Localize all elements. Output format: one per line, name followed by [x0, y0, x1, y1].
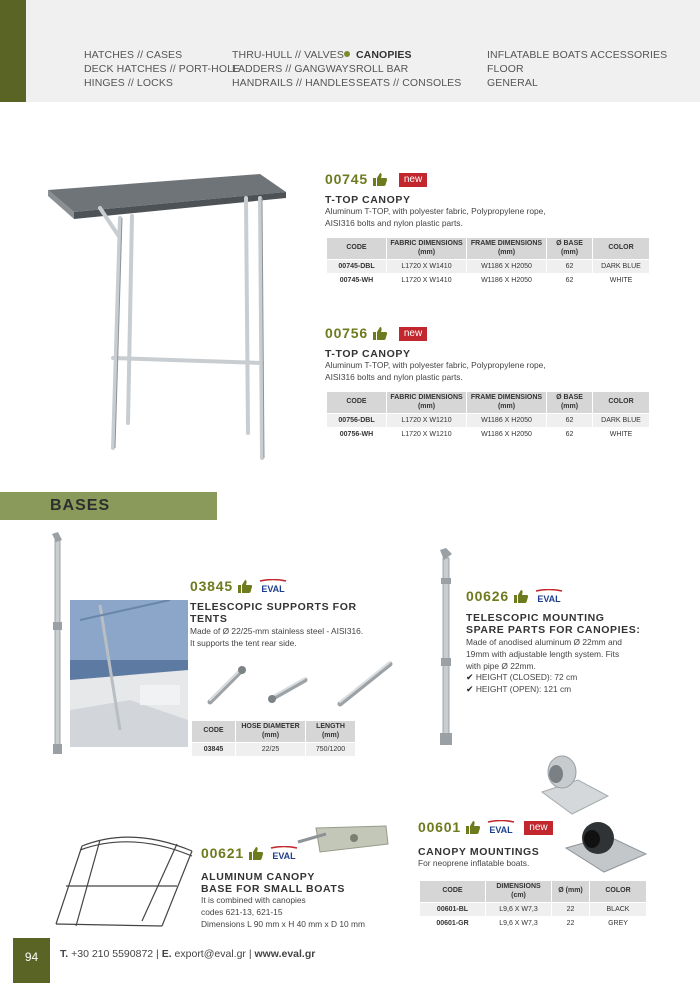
bullet-item: ✔ HEIGHT (CLOSED): 72 cm	[466, 672, 578, 683]
product-title: T-TOP CANOPY	[325, 194, 411, 206]
thumbs-up-icon	[513, 589, 529, 604]
svg-text:EVAL: EVAL	[537, 594, 561, 605]
new-badge: new	[399, 327, 427, 341]
svg-text:EVAL: EVAL	[489, 825, 513, 836]
canopy-base-image	[296, 822, 392, 862]
page-number: 94	[24, 950, 39, 964]
product-code: 00626	[466, 588, 509, 604]
thumbs-up-icon	[237, 579, 253, 594]
product-header-00601	[418, 819, 553, 837]
header-accent-bar	[0, 0, 26, 102]
product-code: 03845	[190, 578, 233, 594]
product-header-00626	[466, 588, 564, 606]
table-row: 00601-BL L9,6 X W7,3 22 BLACK	[420, 903, 647, 917]
telescopic-parts-image	[190, 652, 400, 712]
eval-logo	[258, 579, 288, 594]
t-top-canopy-image	[40, 168, 290, 473]
nav-column-4	[487, 48, 667, 91]
telescopic-pole-image	[48, 532, 68, 757]
boat-tent-photo	[70, 600, 188, 747]
product-title: ALUMINUM CANOPY BASE FOR SMALL BOATS	[201, 871, 346, 895]
product-description: For neoprene inflatable boats.	[418, 858, 530, 868]
phone: +30 210 5590872	[71, 948, 154, 960]
eval-logo	[486, 820, 516, 835]
product-description: Made of Ø 22/25-mm stainless steel - AISI316. It supports the tent rear side.	[190, 626, 364, 648]
nav-item[interactable]: LADDERS // GANGWAYS	[232, 63, 356, 76]
svg-text:EVAL: EVAL	[261, 584, 285, 595]
product-header-00756	[325, 325, 427, 343]
product-code: 00621	[201, 845, 244, 861]
product-header-00621	[201, 845, 299, 863]
spec-table-00756: CODE FABRIC DIMENSIONS (mm) FRAME DIMENSIONS (mm) Ø BASE (mm) COLOR 00756-DBL L1720 X W1210 W1186 X H2050 62 DARK BLUE 00756-WH L1720 X W1210 W1186 X H2050 62 WHITE	[326, 391, 650, 442]
check-icon: ✔	[466, 672, 474, 683]
table-row: 00756-DBL L1720 X W1210 W1186 X H2050 62 DARK BLUE	[327, 414, 650, 428]
check-icon: ✔	[466, 684, 474, 695]
nav-column-1	[84, 48, 240, 91]
table-row: 00601-GR L9,6 X W7,3 22 GREY	[420, 917, 647, 931]
website-link[interactable]: www.eval.gr	[254, 948, 316, 960]
canopy-mount-grey-image	[538, 752, 610, 818]
bullet-item: ✔ HEIGHT (OPEN): 121 cm	[466, 684, 572, 695]
telescopic-mount-image	[434, 548, 458, 750]
product-description: Aluminum T-TOP, with polyester fabric, Polypropylene rope, AISI316 bolts and nylon plastic parts.	[325, 206, 546, 228]
nav-item[interactable]: INFLATABLE BOATS ACCESSORIES	[487, 49, 668, 61]
product-code: 00756	[325, 325, 368, 341]
product-title: T-TOP CANOPY	[325, 348, 411, 360]
thumbs-up-icon	[248, 846, 264, 861]
product-description: Made of anodised aluminum Ø 22mm and 19mm with adjustable length system. Fits with pipe Ø 22mm. ✔ HEIGHT (CLOSED): 72 cm ✔ HEIGHT (OPEN): 121 cm	[466, 637, 652, 696]
nav-item[interactable]: GENERAL	[487, 77, 538, 90]
email-link[interactable]: export@eval.gr	[174, 948, 246, 960]
thumbs-up-icon	[465, 820, 481, 835]
nav-item[interactable]: THRU-HULL // VALVES	[232, 49, 344, 61]
active-dot-icon	[344, 51, 350, 57]
product-description: It is combined with canopies codes 621-13, 621-15 Dimensions L 90 mm x H 40 mm x D 10 mm	[201, 895, 365, 929]
spec-table-00745: CODE FABRIC DIMENSIONS (mm) FRAME DIMENSIONS (mm) Ø BASE (mm) COLOR 00745-DBL L1720 X W1410 W1186 X H2050 62 DARK BLUE 00745-WH L1720 X W1410 W1186 X H2050 62 WHITE	[326, 237, 650, 288]
canopy-frame-drawing	[42, 826, 202, 931]
product-header-00745	[325, 171, 427, 189]
nav-column-3	[344, 48, 461, 91]
table-row: 03845 22/25 750/1200	[192, 743, 356, 757]
nav-item-active[interactable]: CANOPIES	[344, 48, 461, 62]
band-stripe	[212, 492, 215, 520]
table-row: 00756-WH L1720 X W1210 W1186 X H2050 62 WHITE	[327, 428, 650, 442]
section-title: BASES	[50, 497, 111, 514]
band-stripe	[206, 492, 209, 520]
spec-table-00601: CODE DIMENSIONS (cm) Ø (mm) COLOR 00601-BL L9,6 X W7,3 22 BLACK 00601-GR L9,6 X W7,3 22 GREY	[419, 880, 647, 931]
nav-item[interactable]: ROLL BAR	[356, 63, 409, 76]
thumbs-up-icon	[372, 172, 388, 187]
thumbs-up-icon	[372, 326, 388, 341]
nav-item[interactable]: HANDRAILS // HANDLES	[232, 77, 356, 90]
nav-column-2	[232, 48, 356, 91]
product-code: 00601	[418, 819, 461, 835]
product-title: TELESCOPIC SUPPORTS FOR TENTS	[190, 601, 357, 625]
product-description: Aluminum T-TOP, with polyester fabric, Polypropylene rope, AISI316 bolts and nylon plastic parts.	[325, 360, 546, 382]
nav-item[interactable]: SEATS // CONSOLES	[356, 77, 462, 90]
nav-item[interactable]: HINGES // LOCKS	[84, 77, 174, 90]
band-stripe	[200, 492, 203, 520]
nav-item[interactable]: FLOOR	[487, 63, 524, 76]
nav-item[interactable]: DECK HATCHES // PORT-HOLE	[84, 63, 241, 76]
svg-text:EVAL: EVAL	[272, 851, 296, 862]
product-header-03845	[190, 578, 288, 596]
product-title: TELESCOPIC MOUNTING SPARE PARTS FOR CANOPIES:	[466, 612, 641, 636]
table-row: 00745-WH L1720 X W1410 W1186 X H2050 62 WHITE	[327, 274, 650, 288]
eval-logo	[269, 846, 299, 861]
table-row: 00745-DBL L1720 X W1410 W1186 X H2050 62 DARK BLUE	[327, 260, 650, 274]
new-badge: new	[399, 173, 427, 187]
eval-logo	[534, 589, 564, 604]
product-title: CANOPY MOUNTINGS	[418, 846, 540, 858]
footer-contact: T. +30 210 5590872 | E. export@eval.gr | www.eval.gr	[60, 948, 316, 960]
new-badge: new	[524, 821, 552, 835]
nav-item[interactable]: HATCHES // CASES	[84, 49, 183, 61]
spec-table-03845: CODE HOSE DIAMETER (mm) LENGTH (mm) 03845 22/25 750/1200	[191, 720, 356, 757]
product-code: 00745	[325, 171, 368, 187]
